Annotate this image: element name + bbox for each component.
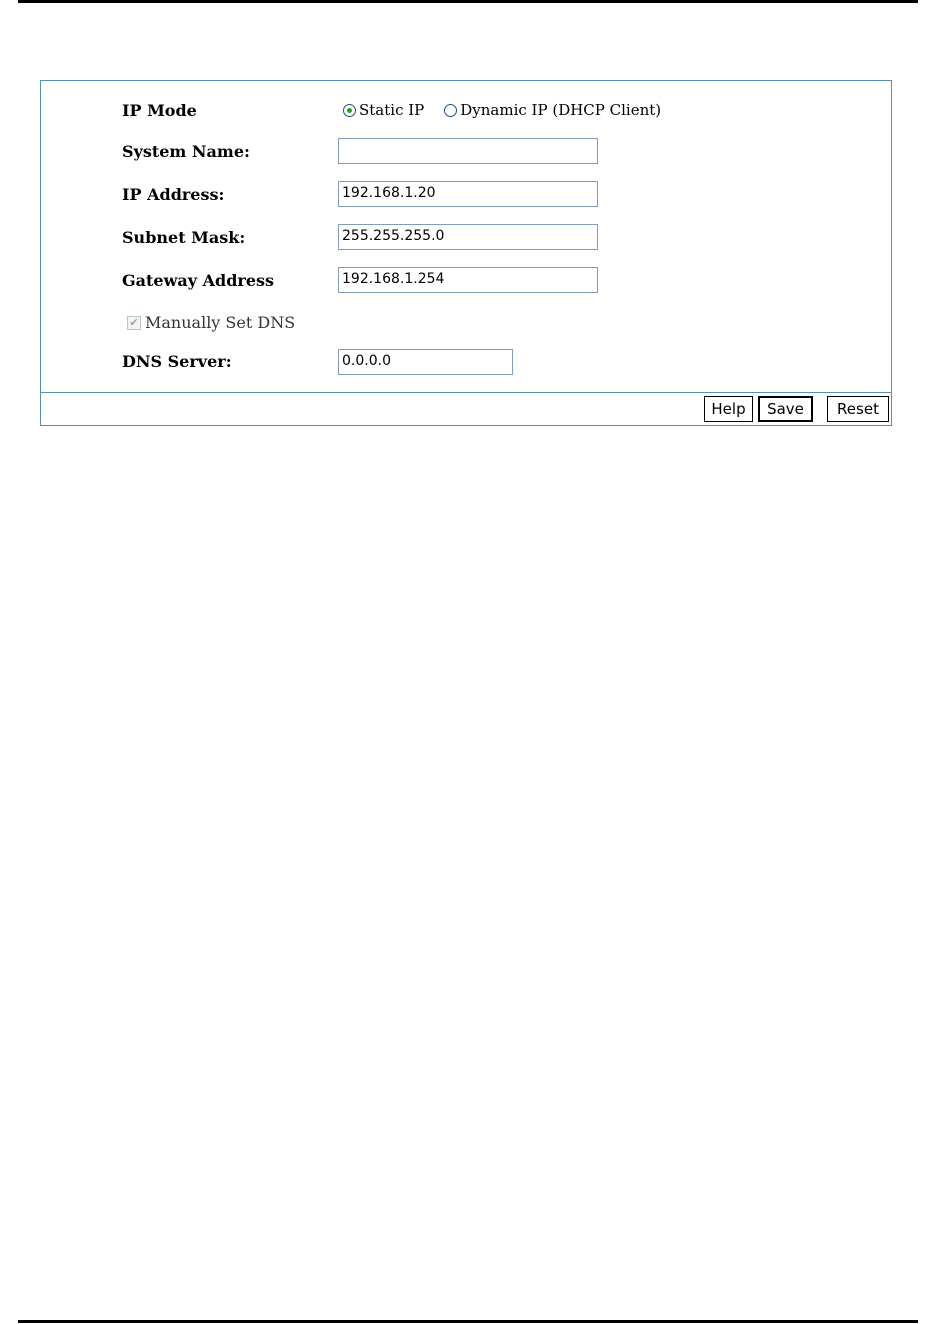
ip-settings-panel bbox=[40, 80, 892, 426]
system-name-label: System Name: bbox=[122, 142, 250, 161]
dns-server-input[interactable]: 0.0.0.0 bbox=[338, 349, 513, 375]
gateway-address-input[interactable]: 192.168.1.254 bbox=[338, 267, 598, 293]
manual-dns-label: Manually Set DNS bbox=[145, 313, 296, 332]
system-name-input[interactable] bbox=[338, 138, 598, 164]
static-ip-label[interactable]: Static IP bbox=[359, 101, 425, 119]
gateway-address-label: Gateway Address bbox=[122, 271, 275, 290]
dynamic-ip-label[interactable]: Dynamic IP (DHCP Client) bbox=[460, 101, 662, 119]
dns-server-label: DNS Server: bbox=[122, 352, 232, 371]
manual-dns-checkbox[interactable]: ✔ bbox=[127, 316, 141, 330]
ip-mode-label: IP Mode bbox=[122, 101, 197, 120]
subnet-mask-input[interactable]: 255.255.255.0 bbox=[338, 224, 598, 250]
static-ip-radio[interactable] bbox=[343, 104, 356, 117]
bottom-rule bbox=[18, 1320, 918, 1323]
save-button[interactable]: Save bbox=[758, 396, 813, 422]
top-rule bbox=[18, 0, 918, 3]
manual-dns-row bbox=[127, 313, 295, 332]
ip-mode-radio-group bbox=[343, 101, 681, 119]
help-button[interactable]: Help bbox=[704, 396, 753, 422]
ip-address-input[interactable]: 192.168.1.20 bbox=[338, 181, 598, 207]
ip-address-label: IP Address: bbox=[122, 185, 225, 204]
panel-divider bbox=[41, 392, 891, 393]
reset-button[interactable]: Reset bbox=[827, 396, 889, 422]
subnet-mask-label: Subnet Mask: bbox=[122, 228, 246, 247]
dynamic-ip-radio[interactable] bbox=[444, 104, 457, 117]
